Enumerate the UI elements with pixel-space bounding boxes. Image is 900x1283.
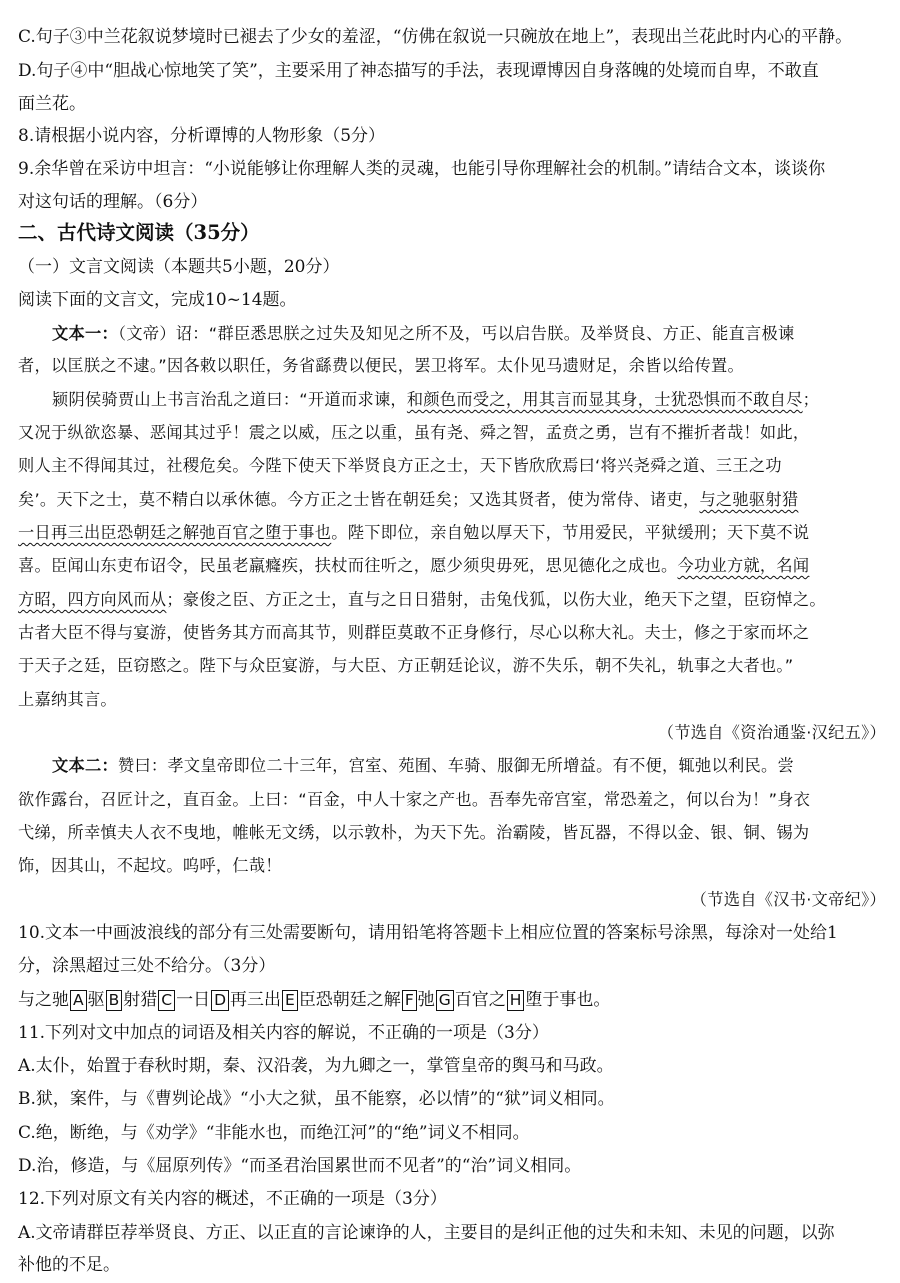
text2-label: 文本二： bbox=[52, 756, 118, 775]
text1-line: 方昭，四方向风而从；豪俊之臣、方正之士，直与之日日猎射，击兔伐狐，以伤大业，绝天下之望，臣窃悼之。 bbox=[18, 590, 826, 609]
q7-option-d: D.句子④中“胆战心惊地笑了笑”，主要采用了神态描写的手法，表现谭博因自身落魄的处境而自卑，不敢直 bbox=[18, 61, 819, 81]
q11-option-b: B.狱，案件，与《曹刿论战》“小大之狱，虽不能察，必以情”的“狱”词义相同。 bbox=[18, 1089, 615, 1109]
wavy-underline-passage: 和颜色而受之，用其言而显其身，士犹恐惧而不敢自尽 bbox=[406, 390, 803, 409]
q12-option-a-cont: 补他的不足。 bbox=[18, 1255, 120, 1275]
question-12: 12.下列对原文有关内容的概述，不正确的一项是（3分） bbox=[18, 1189, 447, 1209]
answer-box-g[interactable]: G bbox=[436, 990, 454, 1011]
answer-box-c[interactable]: C bbox=[158, 990, 175, 1011]
answer-box-d[interactable]: D bbox=[211, 990, 229, 1011]
text2-line: 弋绨，所幸慎夫人衣不曳地，帷帐无文绣，以示敦朴，为天下先。治霸陵，皆瓦器，不得以金、银、铜、锡为 bbox=[18, 823, 810, 842]
question-8: 8.请根据小说内容，分析谭博的人物形象（5分） bbox=[18, 126, 386, 146]
text1-line: 喜。臣闻山东吏布诏令，民虽老羸癃疾，扶杖而往听之，愿少须臾毋死，思见德化之成也。今功业方就，名闻 bbox=[18, 556, 810, 575]
answer-box-h[interactable]: H bbox=[507, 990, 525, 1011]
q7-option-d-cont: 面兰花。 bbox=[18, 94, 86, 114]
text2-line: 文本二：赞曰：孝文皇帝即位二十三年，宫室、苑囿、车骑、服御无所增益。有不便，辄弛以利民。尝 bbox=[52, 756, 794, 775]
text1-line: 颍阴侯骑贾山上书言治乱之道曰：“开道而求谏，和颜色而受之，用其言而显其身，士犹恐惧而不敢自尽； bbox=[52, 390, 820, 409]
q11-option-a: A.太仆，始置于春秋时期，秦、汉沿袭，为九卿之一，掌管皇帝的舆马和马政。 bbox=[18, 1056, 614, 1076]
text1-line: 矣’。天下之士，莫不精白以承休德。今方正之士皆在朝廷矣；又选其贤者，使为常侍、诸吏，与之驰驱射猎 bbox=[18, 490, 799, 509]
text2-line: 欲作露台，召匠计之，直百金。上曰：“百金，中人十家之产也。吾奉先帝宫室，常恐羞之，何以台为！”身衣 bbox=[18, 790, 811, 809]
question-9: 9.余华曾在采访中坦言：“小说能够让你理解人类的灵魂，也能引导你理解社会的机制。”请结合文本，谈谈你 bbox=[18, 159, 826, 179]
section-2-title: 二、古代诗文阅读（35分） bbox=[18, 221, 260, 244]
text1-line: 上嘉纳其言。 bbox=[18, 690, 117, 709]
answer-box-b[interactable]: B bbox=[106, 990, 123, 1011]
text1-line: 文本一：（文帝）诏：“群臣悉思朕之过失及知见之所不及，丐以启告朕。及举贤良、方正、能直言极谏 bbox=[52, 324, 795, 343]
wavy-underline-passage: 与之驰驱射猎 bbox=[699, 490, 799, 509]
q12-option-a: A.文帝请群臣荐举贤良、方正、以正直的言论谏诤的人，主要目的是纠正他的过失和未知、未见的问题，以弥 bbox=[18, 1223, 835, 1243]
answer-box-e[interactable]: E bbox=[282, 990, 298, 1011]
question-10-cont: 分，涂黑超过三处不给分。（3分） bbox=[18, 956, 276, 976]
wavy-underline-passage: 方昭，四方向风而从 bbox=[18, 590, 167, 609]
text1-line: 一日再三出臣恐朝廷之解弛百官之堕于事也。陛下即位，亲自勉以厚天下，节用爱民，平狱缓刑；天下莫不说 bbox=[18, 523, 810, 542]
text2-source: （节选自《汉书·文帝纪》） bbox=[690, 890, 886, 909]
text1-source: （节选自《资治通鉴·汉纪五》） bbox=[657, 723, 886, 742]
answer-box-a[interactable]: A bbox=[70, 990, 87, 1011]
question-9-cont: 对这句话的理解。（6分） bbox=[18, 192, 208, 212]
text1-line: 又况于纵欲恣暴、恶闻其过乎！震之以威，压之以重，虽有尧、舜之智，孟贲之勇，岂有不摧折者哉！如此， bbox=[18, 423, 810, 442]
wavy-underline-passage: 今功业方就，名闻 bbox=[677, 556, 810, 575]
q7-option-c: C.句子③中兰花叙说梦境时已褪去了少女的羞涩，“仿佛在叙说一只碗放在地上”，表现出兰花此时内心的平静。 bbox=[18, 27, 853, 47]
text1-line: 者，以匡朕之不逮。”因各敕以职任，务省繇费以便民，罢卫将军。太仆见马遗财足，余皆以给传置。 bbox=[18, 356, 745, 375]
answer-box-f[interactable]: F bbox=[402, 990, 417, 1011]
wavy-underline-passage: 一日再三出臣恐朝廷之解弛百官之堕于事也 bbox=[18, 523, 332, 542]
text1-line: 则人主不得闻其过，社稷危矣。今陛下使天下举贤良方正之士，天下皆欣欣焉曰‘将兴尧舜之道、三王之功 bbox=[18, 456, 782, 475]
question-11: 11.下列对文中加点的词语及相关内容的解说，不正确的一项是（3分） bbox=[18, 1023, 549, 1043]
text2-line: 饰，因其山，不起坟。呜呼，仁哉！ bbox=[18, 856, 282, 875]
question-10: 10.文本一中画波浪线的部分有三处需要断句，请用铅笔将答题卡上相应位置的答案标号涂黑，每涂对一处给1 bbox=[18, 923, 838, 943]
q11-option-d: D.治，修造，与《屈原列传》“而圣君治国累世而不见者”的“治”词义相同。 bbox=[18, 1156, 582, 1176]
text1-line: 古者大臣不得与宴游，使皆务其方而高其节，则群臣莫敢不正身修行，尽心以称大礼。夫士，修之于家而坏之 bbox=[18, 623, 810, 642]
reading-instruction: 阅读下面的文言文，完成10~14题。 bbox=[18, 290, 297, 310]
subsection-title: （一）文言文阅读（本题共5小题，20分） bbox=[18, 257, 340, 277]
q11-option-c: C.绝，断绝，与《劝学》“非能水也，而绝江河”的“绝”词义不相同。 bbox=[18, 1123, 530, 1143]
text1-line: 于天子之廷，臣窃愍之。陛下与众臣宴游，与大臣、方正朝廷论议，游不失乐，朝不失礼，轨事之大者也。” bbox=[18, 656, 794, 675]
text1-label: 文本一： bbox=[52, 324, 118, 343]
answer-choice-line: 与之驰 A 驱 B 射猎 C 一日 D 再三出 E 臣恐朝廷之解 F 弛 G 百官之 H 堕于事也。 bbox=[18, 990, 611, 1010]
